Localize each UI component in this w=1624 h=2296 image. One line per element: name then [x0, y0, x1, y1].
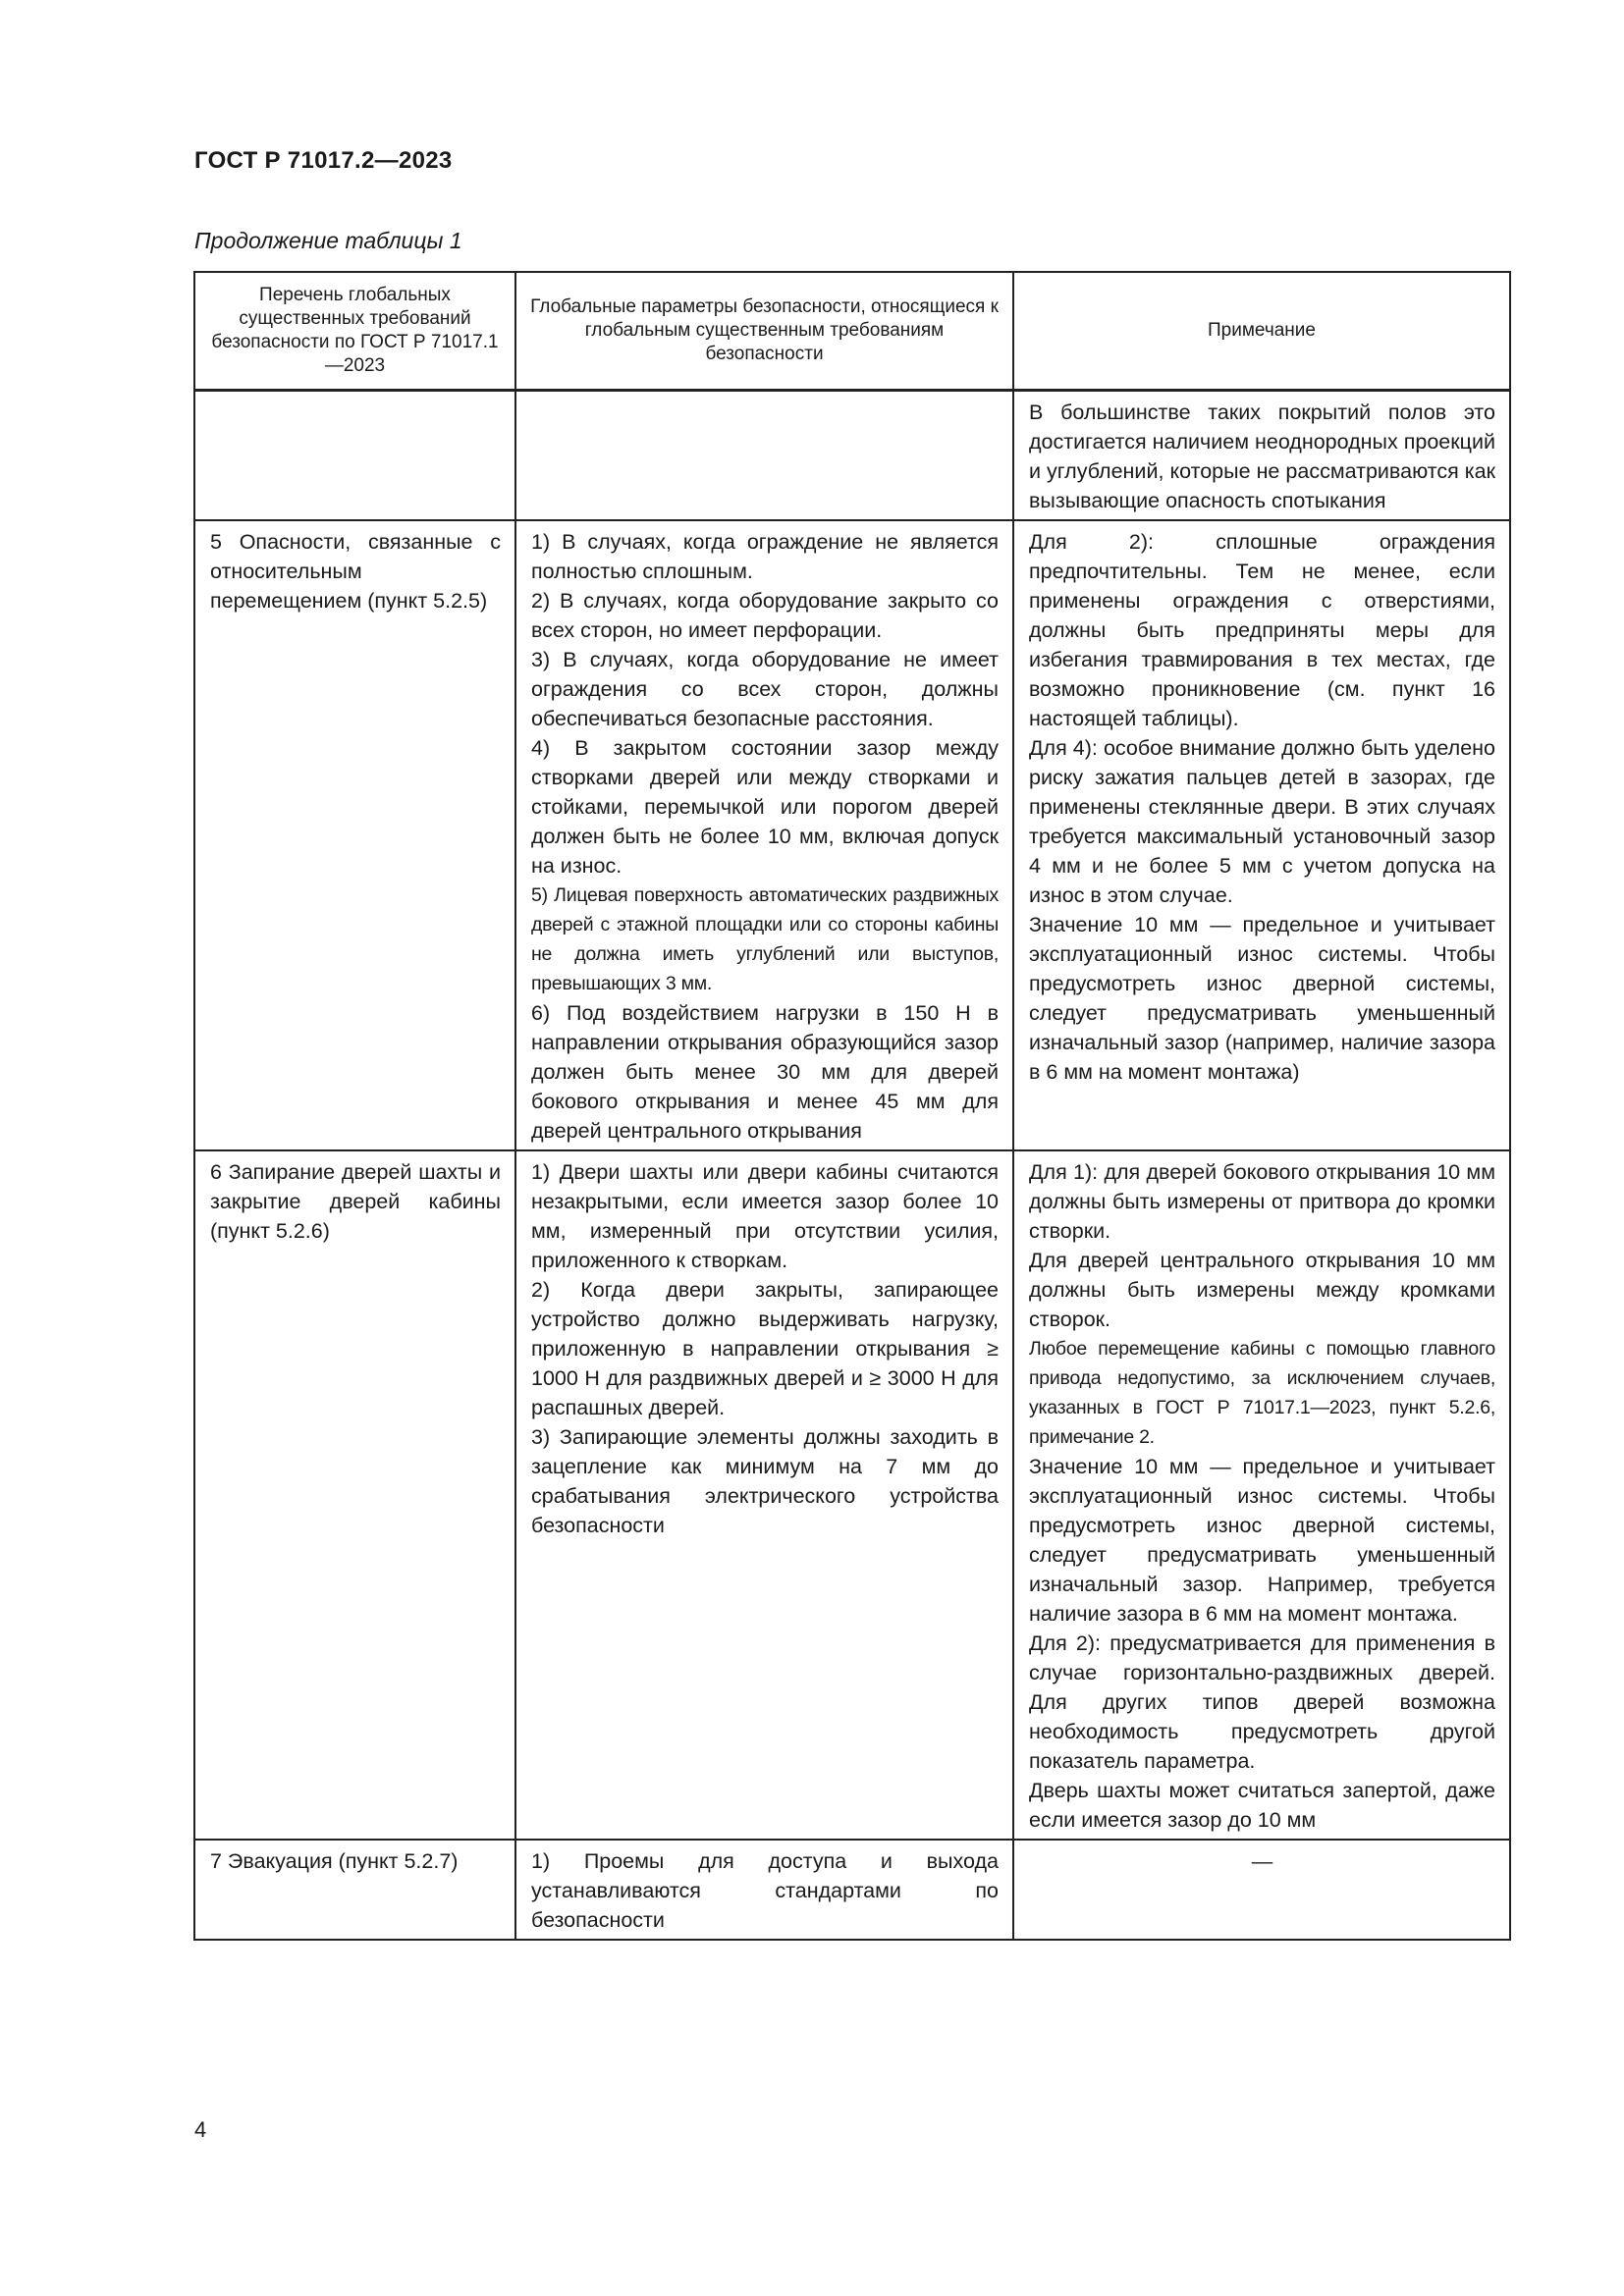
page-number: 4 [194, 2117, 207, 2142]
table-row [194, 1840, 1510, 1940]
notes-cell [1013, 1150, 1510, 1840]
note-text: Дверь шахты может считаться запертой, даже если имеется зазор до 10 мм [1029, 1779, 1495, 1832]
note-text: Для 1): для дверей бокового открывания 10 мм должны быть измерены от притвора до кромки створки. [1029, 1160, 1495, 1243]
note-text: Для 4): особое внимание должно быть уделено риску зажатия пальцев детей в зазорах, где применены стеклянные двери. В этих случаях требуется максимальный установочный зазор 4 мм и не более 5 мм с учетом допуска на износ в этом случае. [1029, 736, 1495, 907]
document-code: ГОСТ Р 71017.2—2023 [194, 147, 453, 174]
notes-cell [1013, 391, 1510, 521]
parameter-item: 5) Лицевая поверхность автоматических раздвижных дверей с этажной площадки или со стороны кабины не должна иметь углублений или выступов, превышающих 3 мм. [531, 884, 999, 994]
note-text: — [1251, 1849, 1273, 1873]
table-row [194, 391, 1510, 521]
parameter-item: 4) В закрытом состоянии зазор между створками дверей или между створками и стойками, перемычкой или порогом дверей должен быть не более 10 мм, включая допуск на износ. [531, 736, 999, 878]
column-header-notes: Примечание [1013, 272, 1510, 391]
parameter-item: 2) В случаях, когда оборудование закрыто со всех сторон, но имеет перфорации. [531, 589, 999, 642]
note-text: Для 2): сплошные ограждения предпочтительны. Тем не менее, если применены ограждения с отверстиями, должны быть предприняты меры для избегания травмирования в тех местах, где возможно проникновение (см. пункт 16 настоящей таблицы). [1029, 530, 1495, 730]
notes-cell [1013, 520, 1510, 1150]
column-header-parameters: Глобальные параметры безопасности, относящиеся к глобальным существенным требованиям безопасности [515, 272, 1013, 391]
parameter-item: 1) Двери шахты или двери кабины считаются незакрытыми, если имеется зазор более 10 мм, измеренный при отсутствии усилия, приложенного к створкам. [531, 1160, 999, 1272]
parameters-cell [515, 391, 1013, 521]
note-text: Любое перемещение кабины с помощью главного привода недопустимо, за исключением случаев, указанных в ГОСТ Р 71017.1—2023, пункт 5.2.6, примечание 2. [1029, 1338, 1495, 1448]
parameters-cell [515, 520, 1013, 1150]
parameters-cell [515, 1150, 1013, 1840]
column-header-requirements: Перечень глобальных существенных требований безопасности по ГОСТ Р 71017.1—2023 [194, 272, 515, 391]
parameter-item: 1) Проемы для доступа и выхода устанавливаются стандартами по безопасности [531, 1849, 999, 1932]
note-text: В большинстве таких покрытий полов это достигается наличием неоднородных проекций и углублений, которые не рассматриваются как вызывающие опасность спотыкания [1029, 400, 1495, 512]
parameter-item: 1) В случаях, когда ограждение не является полностью сплошным. [531, 530, 999, 583]
note-text: Для 2): предусматривается для применения в случае горизонтально-раздвижных дверей. Для других типов дверей возможна необходимость предусмотреть другой показатель параметра. [1029, 1631, 1495, 1773]
note-text: Для дверей центрального открывания 10 мм должны быть измерены между кромками створок. [1029, 1249, 1495, 1331]
requirement-cell [194, 391, 515, 521]
parameter-item: 3) Запирающие элементы должны заходить в зацепление как минимум на 7 мм до срабатывания электрического устройства безопасности [531, 1425, 999, 1537]
table-header-row [194, 272, 1510, 391]
requirement-cell: 7 Эвакуация (пункт 5.2.7) [194, 1840, 515, 1940]
requirements-table [193, 271, 1511, 1941]
note-text: Значение 10 мм — предельное и учитывает эксплуатационный износ системы. Чтобы предусмотреть износ дверной системы, следует предусматривать уменьшенный изначальный зазор. Например, требуется наличие зазора в 6 мм на момент монтажа. [1029, 1455, 1495, 1626]
parameter-item: 3) В случаях, когда оборудование не имеет ограждения со всех сторон, должны обеспечиваться безопасные расстояния. [531, 648, 999, 730]
requirement-cell: 6 Запирание дверей шахты и закрытие дверей кабины (пункт 5.2.6) [194, 1150, 515, 1840]
requirement-cell: 5 Опасности, связанные с относительным перемещением (пункт 5.2.5) [194, 520, 515, 1150]
table-row [194, 1150, 1510, 1840]
table-row [194, 520, 1510, 1150]
note-text: Значение 10 мм — предельное и учитывает эксплуатационный износ системы. Чтобы предусмотреть износ дверной системы, следует предусматривать уменьшенный изначальный зазор (например, наличие зазора в 6 мм на момент монтажа) [1029, 913, 1495, 1084]
parameter-item: 2) Когда двери закрыты, запирающее устройство должно выдерживать нагрузку, приложенную в направлении открывания ≥ 1000 Н для раздвижных дверей и ≥ 3000 Н для распашных дверей. [531, 1278, 999, 1419]
table-continuation-caption: Продолжение таблицы 1 [194, 228, 462, 253]
parameter-item: 6) Под воздействием нагрузки в 150 Н в направлении открывания образующийся зазор должен быть менее 30 мм для дверей бокового открывания и менее 45 мм для дверей центрального открывания [531, 1001, 999, 1143]
notes-cell [1013, 1840, 1510, 1940]
parameters-cell [515, 1840, 1013, 1940]
